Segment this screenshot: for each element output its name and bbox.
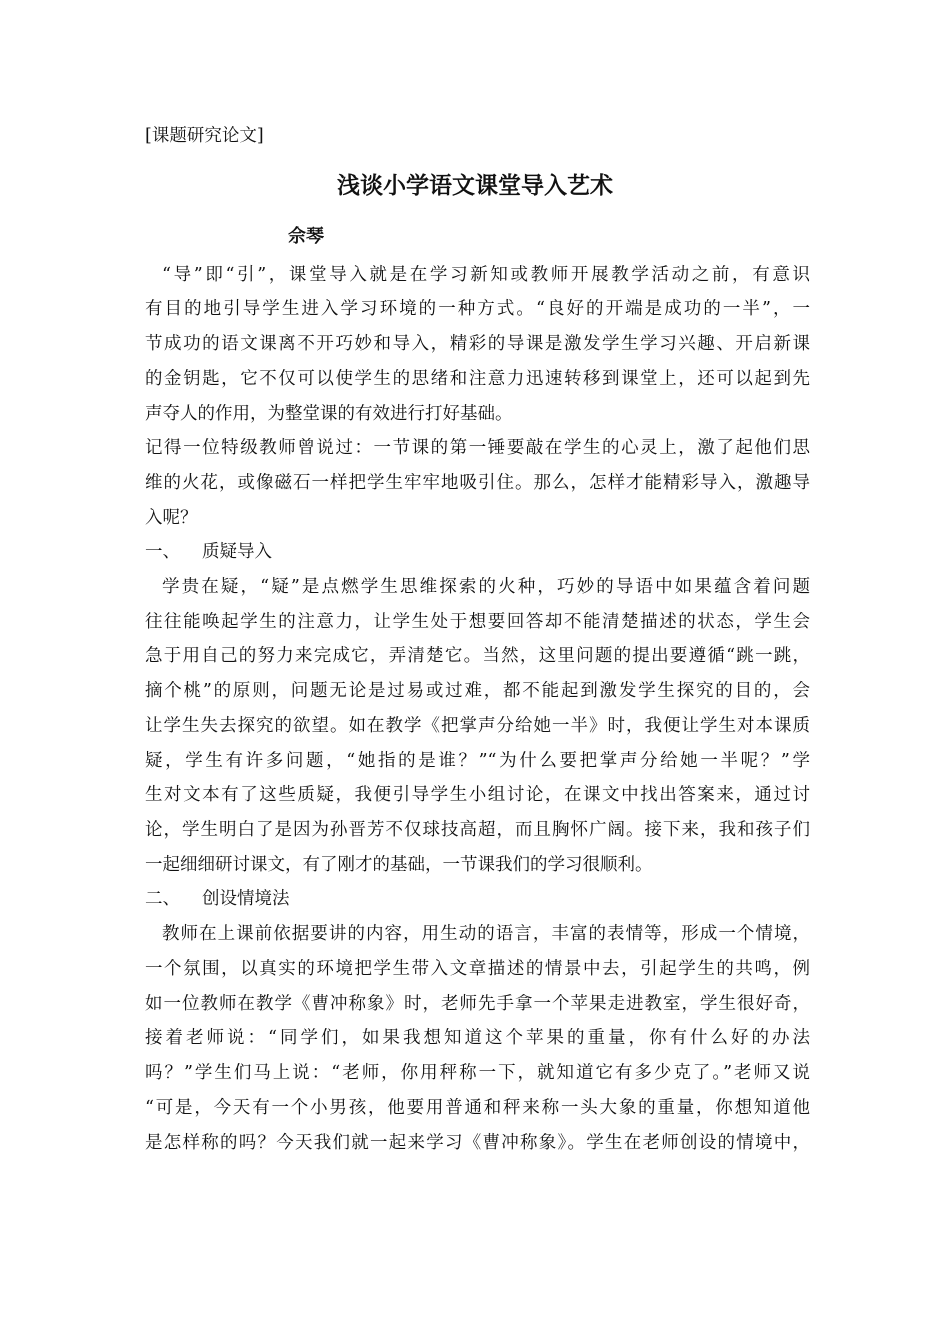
paragraph-line: 接着老师说：“同学们，如果我想知道这个苹果的重量，你有什么好的办法 <box>145 1028 810 1048</box>
paragraph-line: 教师在上课前依据要讲的内容，用生动的语言，丰富的表情等，形成一个情境， <box>162 924 810 944</box>
paragraph-line: 入呢？ <box>145 508 198 528</box>
paragraph-line: 学贵在疑，“疑”是点燃学生思维探索的火种，巧妙的导语中如果蕴含着问题 <box>162 577 810 597</box>
paragraph-line: 往往能唤起学生的注意力，让学生处于想要回答却不能清楚描述的状态，学生会 <box>145 612 810 632</box>
paragraph-line: 一个氛围，以真实的环境把学生带入文章描述的情景中去，引起学生的共鸣，例 <box>145 959 810 979</box>
paragraph-line: 记得一位特级教师曾说过：一节课的第一锤要敲在学生的心灵上，激了起他们思 <box>145 438 810 458</box>
paragraph-line: 有目的地引导学生进入学习环境的一种方式。“良好的开端是成功的一半”，一 <box>145 299 810 319</box>
paper-category-label: [课题研究论文] <box>145 126 264 146</box>
section-title: 质疑导入 <box>202 542 272 562</box>
section-heading-1 <box>145 541 272 563</box>
paper-title: 浅谈小学语文课堂导入艺术 <box>337 172 613 199</box>
paragraph-line: “可是，今天有一个小男孩，他要用普通和秤来称一头大象的重量，你想知道他 <box>145 1098 810 1118</box>
paragraph-line: 如一位教师在教学《曹冲称象》时，老师先手拿一个苹果走进教室，学生很好奇， <box>145 994 810 1014</box>
paragraph-line: 摘个桃”的原则，问题无论是过易或过难，都不能起到激发学生探究的目的，会 <box>145 681 810 701</box>
paragraph-line: 急于用自己的努力来完成它，弄清楚它。当然，这里问题的提出要遵循“跳一跳， <box>145 646 810 666</box>
paragraph-line: 疑，学生有许多问题，“她指的是谁？”“为什么要把掌声分给她一半呢？”学 <box>145 751 810 771</box>
paragraph-line: 声夺人的作用，为整堂课的有效进行打好基础。 <box>145 404 513 424</box>
paragraph-line: 一起细细研讨课文，有了刚才的基础，一节课我们的学习很顺利。 <box>145 855 653 875</box>
paragraph-line: 的金钥匙，它不仅可以使学生的思绪和注意力迅速转移到课堂上，还可以起到先 <box>145 369 810 389</box>
paragraph-line: 论，学生明白了是因为孙晋芳不仅球技高超，而且胸怀广阔。接下来，我和孩子们 <box>145 820 810 840</box>
paragraph-line: 让学生失去探究的欲望。如在教学《把掌声分给她一半》时，我便让学生对本课质 <box>145 716 810 736</box>
section-number: 一、 <box>145 542 180 562</box>
paragraph-line: 节成功的语文课离不开巧妙和导入，精彩的导课是激发学生学习兴趣、开启新课 <box>145 334 810 354</box>
section-heading-2 <box>145 888 290 910</box>
paragraph-line: 是怎样称的吗？今天我们就一起来学习《曹冲称象》。学生在老师创设的情境中， <box>145 1133 810 1153</box>
paragraph-line: 生对文本有了这些质疑，我便引导学生小组讨论，在课文中找出答案来，通过讨 <box>145 785 810 805</box>
author-name: 佘琴 <box>288 226 324 247</box>
section-number: 二、 <box>145 889 180 909</box>
paragraph-line: 维的火花，或像磁石一样把学生牢牢地吸引住。那么，怎样才能精彩导入，激趣导 <box>145 473 810 493</box>
paragraph-line: 吗？”学生们马上说：“老师，你用秤称一下，就知道它有多少克了。”老师又说 <box>145 1063 810 1083</box>
section-title: 创设情境法 <box>202 889 290 909</box>
paragraph-line: “导”即“引”，课堂导入就是在学习新知或教师开展教学活动之前，有意识 <box>162 265 810 285</box>
